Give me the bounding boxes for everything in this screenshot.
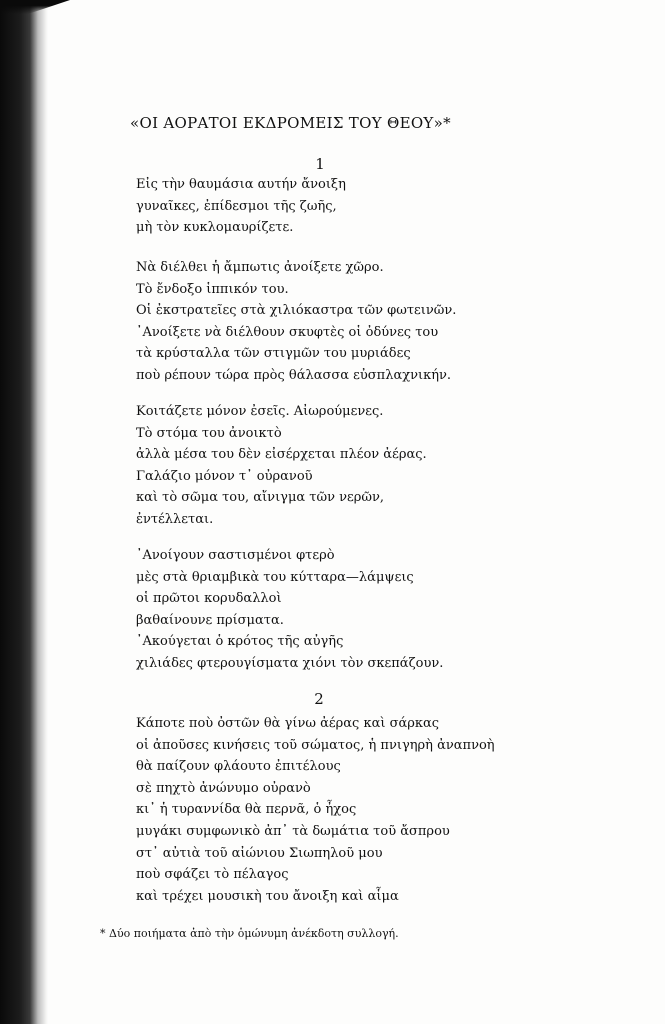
verse-line: Τὸ στόμα του ἀνοικτὸ xyxy=(136,425,282,441)
verse-line: μὲς στὰ θριαμβικὰ του κύτταρα—λάμψεις xyxy=(136,569,414,585)
verse-line: ἀλλὰ μέσα του δὲν εἰσέρχεται πλέον ἀέρας. xyxy=(136,447,427,463)
verse-line: χιλιάδες φτερουγίσματα χιόνι τὸν σκεπάζουν. xyxy=(136,655,444,671)
verse-line: βαθαίνουνε πρίσματα. xyxy=(136,612,284,628)
verse-line: οἱ ἀποῦσες κινήσεις τοῦ σώματος, ἡ πνιγηρὴ ἀναπνοὴ xyxy=(136,737,495,753)
footnote: * Δύο ποιήματα ἀπὸ τὴν ὁμώνυμη ἀνέκδοτη συλλογή. xyxy=(100,927,399,940)
poem-title: «ΟΙ ΑΟΡΑΤΟΙ ΕΚΔΡΟΜΕΙΣ ΤΟΥ ΘΕΟΥ»* xyxy=(130,114,451,132)
verse-line: Γαλάζιο μόνον τ᾿ οὐρανοῦ xyxy=(136,468,313,484)
section-number-1: 1 xyxy=(315,155,325,173)
verse-line: Εἰς τὴν θαυμάσια αυτήν ἄνοιξη xyxy=(136,177,346,192)
stanza xyxy=(136,257,456,387)
section-number-2: 2 xyxy=(314,690,324,708)
verse-line: Κοιτάζετε μόνον ἐσεῖς. Αἰωρούμενες. xyxy=(136,404,384,419)
verse-line: τὰ κρύσταλλα τῶν στιγμῶν του μυριάδες xyxy=(136,346,411,362)
verse-line: Κάποτε ποὺ ὀστῶν θὰ γίνω ἀέρας καὶ σάρκας xyxy=(136,716,440,731)
verse-line: γυναῖκες, ἐπίδεσμοι τῆς ζωῆς, xyxy=(136,198,337,214)
verse-line: ᾿Ακούγεται ὁ κρότος τῆς αὐγῆς xyxy=(136,634,344,650)
verse-line: καὶ τρέχει μουσικὴ του ἄνοιξη καὶ αἷμα xyxy=(136,888,399,904)
verse-line: καὶ τὸ σῶμα του, αἴνιγμα τῶν νερῶν, xyxy=(136,490,385,506)
verse-line: ποὺ σφάζει τὸ πέλαγος xyxy=(136,867,289,883)
verse-line: Οἱ ἐκστρατεῖες στὰ χιλιόκαστρα τῶν φωτεινῶν. xyxy=(136,303,457,319)
verse-line: σὲ πηχτὸ ἀνώνυμο οὐρανὸ xyxy=(136,780,311,796)
verse-line: οἱ πρῶτοι κορυδαλλοὶ xyxy=(136,591,282,607)
binding-shadow xyxy=(0,0,48,1024)
verse-line: ποὺ ρέπουν τώρα πρὸς θάλασσα εὐσπλαχνικήν. xyxy=(136,367,452,383)
verse-line: θὰ παίζουν φλάουτο ἐπιτέλους xyxy=(136,759,341,775)
stanza xyxy=(136,713,495,907)
verse-line: στ᾿ αὐτιὰ τοῦ αἰώνιου Σιωπηλοῦ μου xyxy=(136,845,383,861)
stanza xyxy=(136,545,443,675)
verse-line: κι᾿ ἡ τυραννίδα θὰ περνᾶ, ὁ ἦχος xyxy=(136,802,357,818)
verse-line: μὴ τὸν κυκλομαυρίζετε. xyxy=(136,220,294,236)
verse-line: Τὸ ἔνδοξο ἱππικόν του. xyxy=(136,281,289,297)
verse-line: ᾿Ανοίξετε νὰ διέλθουν σκυφτὲς οἱ ὀδύνες του xyxy=(136,324,439,340)
stanza xyxy=(136,174,346,239)
verse-line: Νὰ διέλθει ἡ ἄμπωτις ἀνοίξετε χῶρο. xyxy=(136,260,384,275)
verse-line: ᾿Ανοίγουν σαστισμένοι φτερὸ xyxy=(136,548,335,563)
verse-line: ἐντέλλεται. xyxy=(136,511,214,527)
stanza xyxy=(136,401,427,531)
verse-line: μυγάκι συμφωνικὸ ἀπ᾿ τὰ δωμάτια τοῦ ἄσπρου xyxy=(136,823,450,839)
